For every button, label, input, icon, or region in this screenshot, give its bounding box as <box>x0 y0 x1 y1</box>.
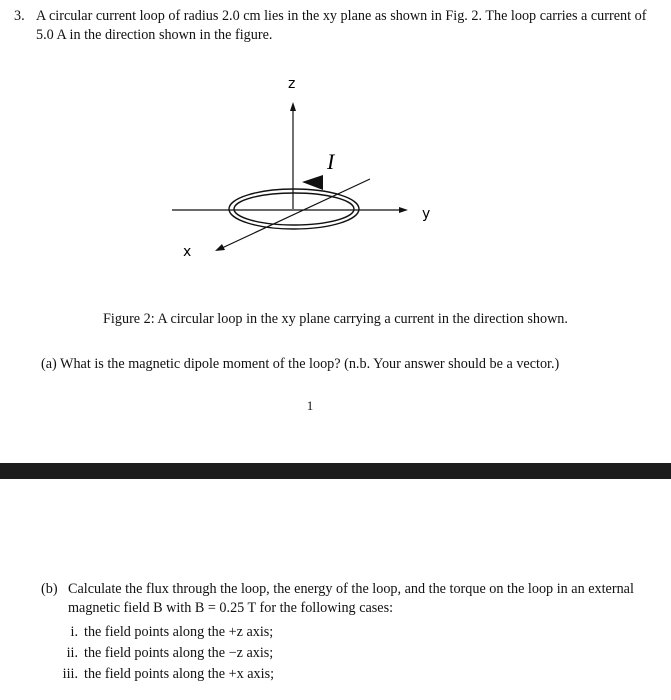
loop-diagram <box>160 64 440 274</box>
question-number: 3. <box>14 8 25 24</box>
part-a-text: What is the magnetic dipole moment of the loop? (n.b. Your answer should be a vector.) <box>60 356 560 372</box>
loop-outer <box>229 189 359 229</box>
x-axis-arrowhead <box>215 244 225 251</box>
current-arrow <box>302 175 323 190</box>
part-b-label: (b) <box>41 581 58 597</box>
part-a-label: (a) <box>41 356 57 372</box>
z-axis-arrowhead <box>290 102 296 111</box>
current-label: I <box>327 149 335 174</box>
y-axis-arrowhead <box>399 207 408 213</box>
page-divider <box>0 463 671 479</box>
part-b-case <box>44 624 273 641</box>
question-intro: A circular current loop of radius 2.0 cm lies in the xy plane as shown in Fig. 2. The loop carries a current of 5.0 A in the direction shown in the figure. <box>36 8 647 43</box>
case-text: the field points along the −z axis; <box>84 645 274 661</box>
z-axis-label: z <box>288 76 296 92</box>
case-numeral: ii. <box>66 645 78 661</box>
case-numeral: iii. <box>62 666 78 682</box>
part-b-case <box>44 645 273 662</box>
part-b-case <box>44 666 274 683</box>
loop-inner <box>234 193 354 225</box>
figure-caption: Figure 2: A circular loop in the xy plane carrying a current in the direction shown. <box>103 311 568 327</box>
case-text: the field points along the +z axis; <box>84 624 274 640</box>
part-b <box>41 580 641 618</box>
x-axis-label: x <box>183 244 192 260</box>
y-axis-label: y <box>422 206 431 222</box>
part-b-text: Calculate the flux through the loop, the energy of the loop, and the torque on the loop in an external magnetic field B with B = 0.25 T for the following cases: <box>68 581 634 616</box>
case-numeral: i. <box>70 624 78 640</box>
page-number: 1 <box>306 398 314 413</box>
figure-current-loop <box>160 64 440 274</box>
case-text: the field points along the +x axis; <box>84 666 275 682</box>
part-a <box>41 356 559 373</box>
question-3 <box>14 7 654 45</box>
